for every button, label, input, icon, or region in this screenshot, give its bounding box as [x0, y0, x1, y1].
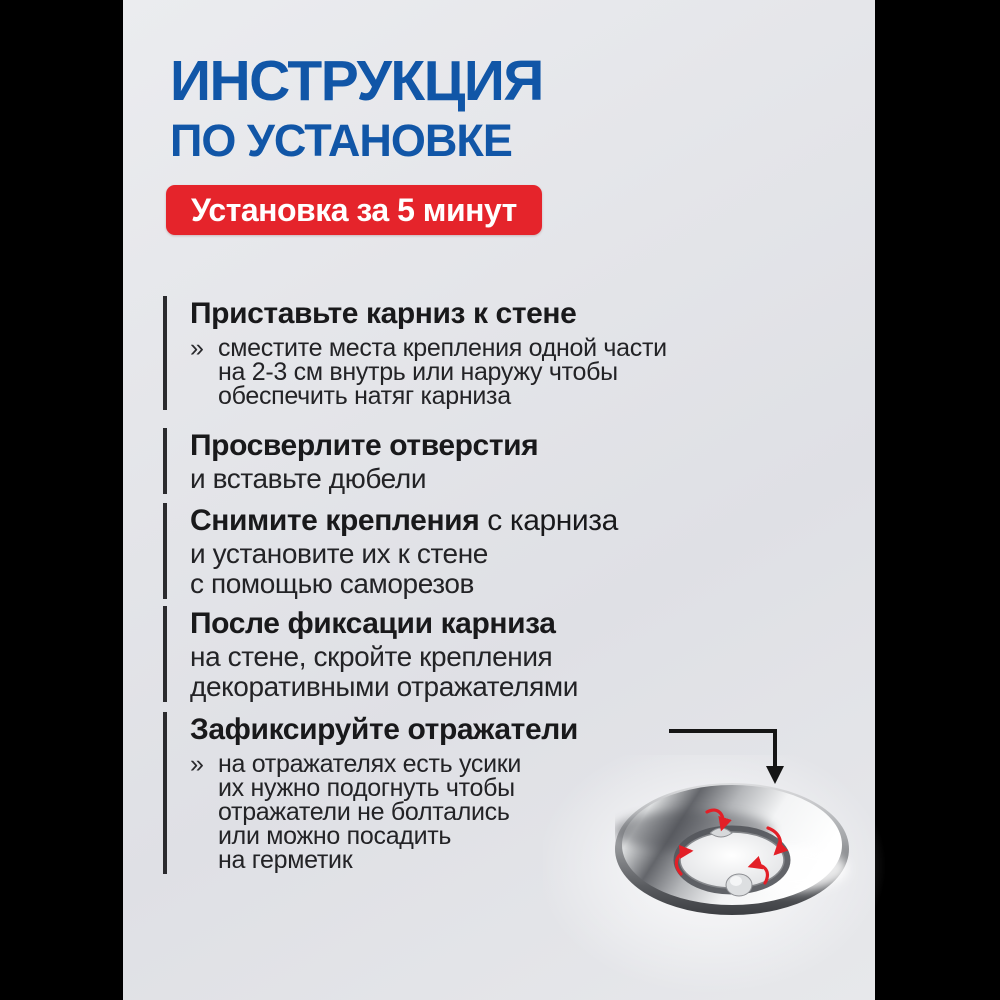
poster-title-line2: ПО УСТАНОВКЕ — [170, 115, 512, 166]
step-3-heading — [190, 505, 618, 537]
elbow-down-arrow-icon — [663, 700, 803, 800]
step-5-bullet-marker: » — [190, 750, 204, 778]
step-5-body-line: отражатели не болтались — [218, 798, 510, 826]
step-1-body-line: на 2-3 см внутрь или наружу чтобы — [218, 358, 618, 386]
step-1-body-line: сместите места крепления одной части — [218, 334, 667, 362]
step-2-body-line: и вставьте дюбели — [190, 463, 427, 494]
step-1-heading-bold: Приставьте карниз к стене — [190, 297, 577, 330]
step-1-body — [190, 336, 667, 408]
step-4-heading-bold: После фиксации карниза — [190, 607, 556, 640]
step-1-body-line: обеспечить натяг карниза — [218, 382, 511, 410]
step-2 — [163, 428, 538, 494]
time-badge — [166, 185, 542, 235]
step-4 — [163, 606, 578, 702]
step-2-heading-bold: Просверлите отверстия — [190, 429, 539, 462]
right-letterbox-bar — [875, 0, 1000, 1000]
step-5-heading-bold: Зафиксируйте отражатели — [190, 713, 578, 746]
poster-title-line1: ИНСТРУКЦИЯ — [170, 49, 543, 113]
step-5 — [163, 712, 578, 874]
step-3 — [163, 503, 618, 599]
poster-canvas — [123, 0, 875, 1000]
step-3-heading-bold: Снимите крепления — [190, 504, 480, 537]
time-badge-label: Установка за 5 минут — [191, 191, 517, 228]
step-5-body-line: или можно посадить — [218, 822, 452, 850]
step-5-heading — [190, 714, 578, 746]
step-5-body-line: на отражателях есть усики — [218, 750, 522, 778]
step-4-body-line: декоративными отражателями — [190, 671, 578, 702]
step-1-heading — [190, 298, 667, 330]
step-3-body-line: и установите их к стене — [190, 538, 488, 569]
step-3-body-line: с помощью саморезов — [190, 568, 475, 599]
left-letterbox-bar — [0, 0, 123, 1000]
step-1-bullet-marker: » — [190, 334, 204, 362]
step-5-body-line: их нужно подогнуть чтобы — [218, 774, 515, 802]
step-4-body-line: на стене, скройте крепления — [190, 641, 553, 672]
step-1 — [163, 296, 667, 410]
step-3-heading-tail: с карниза — [479, 504, 618, 537]
step-2-heading — [190, 430, 538, 462]
step-5-body-line: на герметик — [218, 846, 353, 874]
step-4-heading — [190, 608, 578, 640]
step-5-body — [190, 752, 578, 872]
